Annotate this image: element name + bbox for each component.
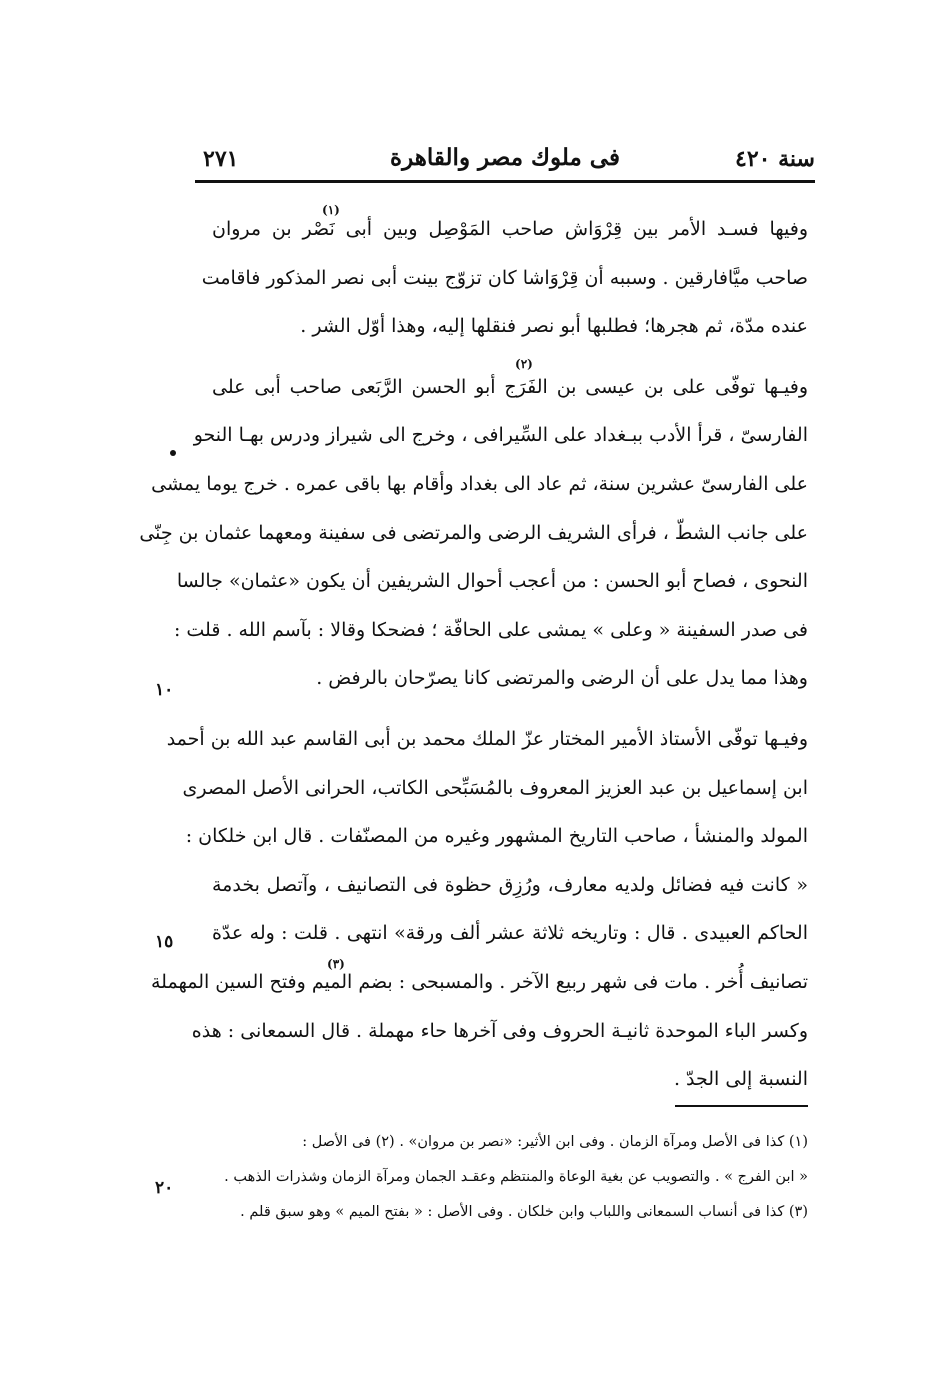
margin-line-number-15: ١٥ [155, 932, 174, 952]
text-line: صاحب ميَّافارقين . وسببه أن قِرْوَاشا كان تزوّج بينت أبى نصر المذكور فاقامت [201, 266, 808, 289]
note-mark-3: (٣) [327, 957, 345, 971]
text-line: وفيـها توفّى على بن عيسى بن الفَرَج أبو الحسن الرَّبَعى صاحب أبى على [212, 375, 808, 398]
page-number: ٢٧١ [203, 146, 239, 172]
note-mark-1: (١) [322, 203, 340, 217]
header-rule [195, 180, 815, 183]
text-line: وهذا مما يدل على أن الرضى والمرتضى كانا يصرّحان بالرفض . [316, 667, 808, 690]
text-line: الحاكم العبيدى . قال : وتاريخه ثلاثة عشر ألف ورقة» انتهى . قلت : وله عدّة [212, 922, 808, 945]
text-line: على جانب الشطّ ، فرأى الشريف الرضى والمرتضى فى سفينة ومعهما عثمان بن جِنّى [139, 521, 808, 544]
text-line: المولد والمنشأ ، صاحب التاريخ المشهور وغيره من المصنّفات . قال ابن خلكان : [185, 825, 808, 848]
text-line: وفيها فسـد الأمر بين قِرْوَاش صاحب المَوْصِل وبين أبى نَصْر بن مروان [212, 218, 808, 240]
paragraph-qirwash [201, 205, 808, 351]
text-line: ابن إسماعيل بن عبد العزيز المعروف بالمُسَبِّحى الكاتب، الحرانى الأصل المصرى [182, 776, 808, 799]
margin-dot [170, 450, 176, 456]
text-line: تصانيف أُخر . مات فى شهر ربيع الآخر . والمسبحى : بضم الميم وفتح السين المهملة [150, 970, 808, 993]
text-line: النسبة إلى الجدّ . [673, 1068, 808, 1091]
text-line: « كانت فيه فضائل ولديه معارف، ورُزِق حظوة فى التصانيف ، وآتصل بخدمة [212, 873, 808, 896]
footnote-line: (٣) كذا فى أنساب السمعانى واللباب وابن خلكان . وفى الأصل : « بفتح الميم » وهو سبق قلم . [240, 1204, 808, 1220]
text-line: وكسر الباء الموحدة ثانيـة الحروف وفى آخرها حاء مهملة . قال السمعانى : هذه [191, 1019, 808, 1042]
footnote-line: (١) كذا فى الأصل ومرآة الزمان . وفى ابن الأثير: «نصر بن مروان» . (٢) فى الأصل : [302, 1134, 808, 1150]
header-year: سنة ٤٢٠ [735, 146, 815, 172]
footnote-line: « ابن الفرج » . والتصويب عن بغية الوعاة والمنتظم وعقـد الجمان ومرآة الزمان وشذرات الذهب . [224, 1169, 808, 1185]
text-line: عنده مدّة، ثم هجرها؛ فطلبها أبو نصر فنقلها إليه، وهذا أوّل الشر . [300, 315, 808, 338]
text-line: فى صدر السفينة « وعلى » يمشى على الحافّة ؛ فضحكا وقالا : بآسم الله . قلت : [173, 618, 808, 641]
margin-line-number-20: ٢٠ [155, 1178, 174, 1198]
margin-line-number-10: ١٠ [155, 680, 174, 700]
text-line: وفيـها توفّى الأستاذ الأمير المختار عزّ الملك محمد بن أبى القاسم عبد الله بن أحمد [166, 727, 808, 750]
note-mark-2: (٢) [515, 357, 533, 371]
running-header [195, 140, 815, 180]
footnote-rule [675, 1105, 808, 1107]
header-title: فى ملوك مصر والقاهرة [390, 144, 620, 171]
footnotes [225, 1125, 808, 1230]
text-line: على الفارسىّ عشرين سنة، ثم عاد الى بغداد وأقام بها باقى عمره . خرج يوما يمشى [151, 472, 808, 495]
text-line: النحوى ، فصاح أبو الحسن : من أعجب أحوال الشريفين أن يكون «عثمان» جالسا [176, 570, 808, 593]
text-line: الفارسىّ ، قرأ الأدب ببـغداد على السِّيرافى ، وخرج الى شيراز ودرس بهـا النحو [193, 424, 808, 447]
